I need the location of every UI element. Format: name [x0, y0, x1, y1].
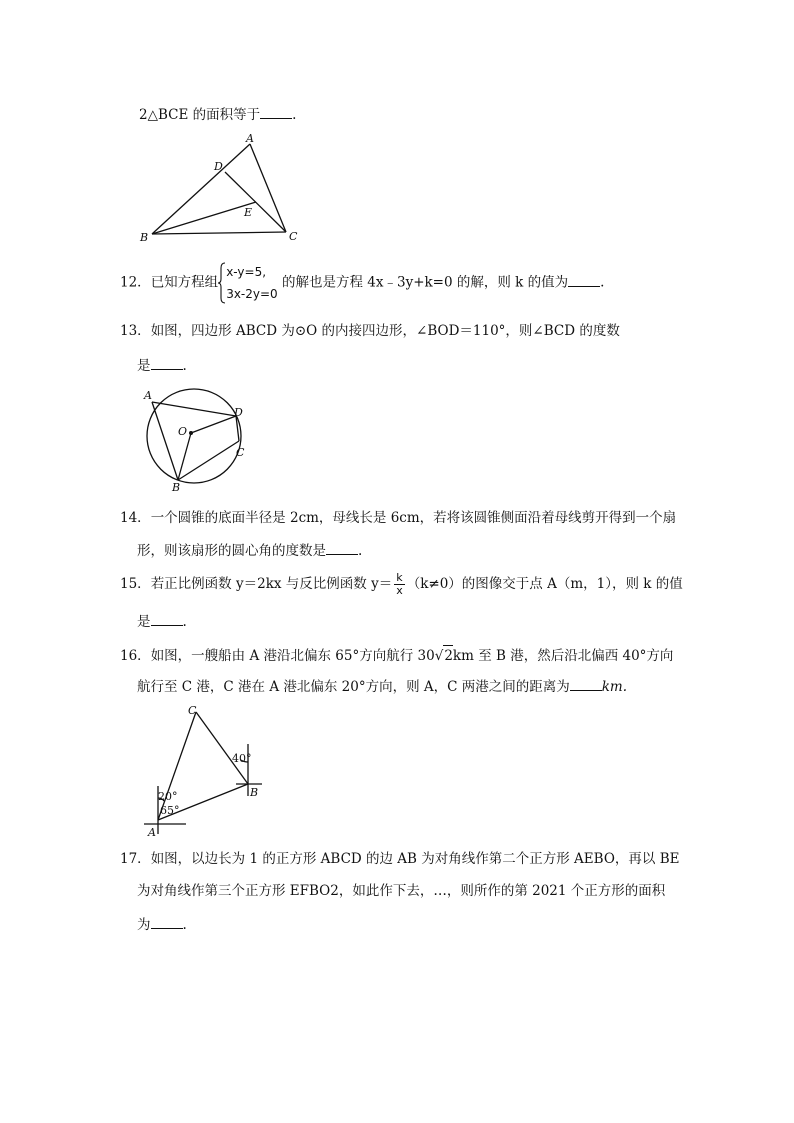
q16-line2: 航行至 C 港，C 港在 A 港北偏东 20°方向，则 A，C 两港之间的距离为 km.	[137, 676, 627, 697]
label-d: D	[214, 160, 223, 173]
q17-line2: 为对角线作第三个正方形 EFBO2，如此作下去，…，则所作的第 2021 个正方形的面积	[137, 883, 666, 899]
q11-text: 2△BCE 的面积等于 .	[139, 104, 296, 125]
answer-blank	[151, 355, 183, 370]
q15-line1: 15．若正比例函数 y＝2kx 与反比例函数 y＝ $\frac{k}{x}$ （k≠0）的图像交于点 A（m，1），则 k 的值	[120, 571, 683, 597]
q16-line1: 16．如图，一艘船由 A 港沿北偏东 65°方向航行 30√2km 至 B 港，然后沿北偏西 40°方向	[120, 645, 673, 666]
q13-line1: 13．如图，四边形 ABCD 为⊙O 的内接四边形，∠BOD＝110°，则∠BCD 的度数	[120, 323, 620, 339]
label-a: A	[246, 132, 254, 145]
sqrt-icon: √	[434, 648, 444, 664]
label-a: A	[144, 389, 152, 402]
answer-blank	[151, 914, 183, 929]
label-b: B	[250, 786, 259, 799]
label-o: O	[178, 425, 188, 438]
q16-figure	[140, 702, 270, 840]
answer-blank	[326, 540, 358, 555]
q17-line3: 为 .	[137, 914, 187, 935]
angle-40-label: 40°	[232, 752, 252, 765]
label-a: A	[148, 826, 156, 839]
q15-line2: 是 .	[137, 611, 187, 632]
angle-20-label: 20°	[158, 790, 178, 803]
q13-line2: 是 .	[137, 355, 187, 376]
fraction: $\frac{k}{x}$	[396, 571, 403, 597]
label-b: B	[140, 231, 149, 244]
q13-figure	[138, 383, 258, 495]
q14-line2: 形，则该扇形的圆心角的度数是 .	[137, 540, 362, 561]
brace-icon	[218, 262, 226, 304]
q17-line1: 17．如图，以边长为 1 的正方形 ABCD 的边 AB 为对角线作第二个正方形 AEBO，再以 BE	[120, 851, 680, 867]
label-c: C	[188, 704, 197, 717]
label-e: E	[244, 206, 253, 219]
answer-blank	[570, 676, 602, 691]
answer-blank	[568, 272, 600, 287]
answer-blank	[151, 611, 183, 626]
answer-blank	[260, 104, 292, 119]
label-c: C	[236, 446, 245, 459]
q12-text: 12．已知方程组 x-y=5, 3x-2y=0 的解也是方程 4x﹣3y+k=0 的解，则 k 的值为 .	[120, 261, 604, 305]
label-c: C	[289, 230, 298, 243]
label-b: B	[172, 481, 181, 494]
q14-line1: 14．一个圆锥的底面半径是 2cm，母线长是 6cm，若将该圆锥侧面沿着母线剪开得到一个扇	[120, 510, 677, 526]
label-d: D	[234, 406, 243, 419]
equation-system: x-y=5, 3x-2y=0	[218, 261, 278, 305]
q11-figure	[136, 130, 306, 245]
angle-65-label: 65°	[160, 804, 180, 817]
